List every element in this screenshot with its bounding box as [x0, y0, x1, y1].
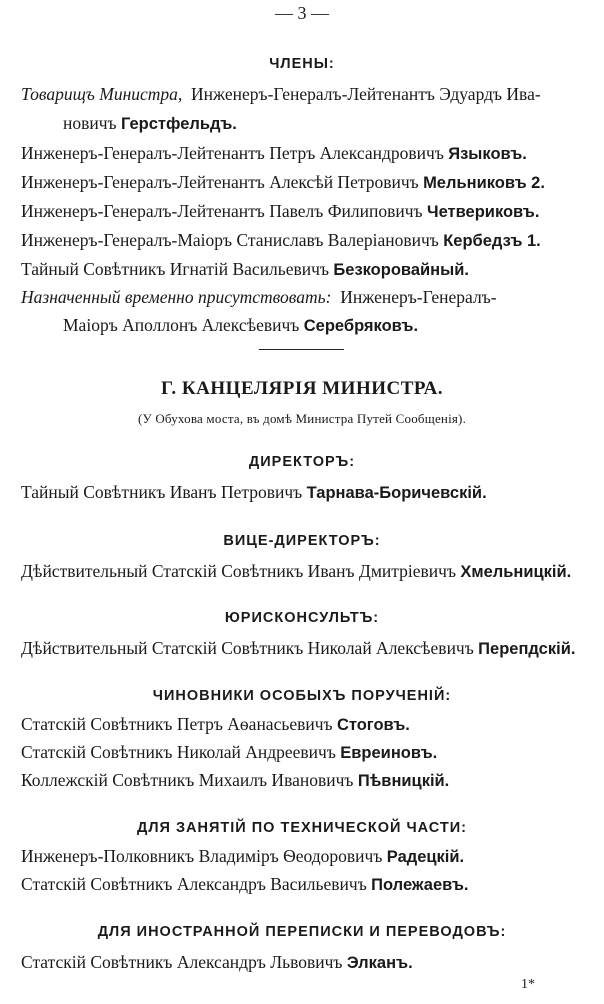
official-text: Статскій Совѣтникъ Николай Андреевичъ	[21, 742, 336, 762]
official-surname: Пѣвницкій.	[357, 772, 450, 790]
members-heading: ЧЛЕНЫ:	[269, 56, 335, 72]
technical-heading: ДЛЯ ЗАНЯТІЙ ПО ТЕХНИЧЕСКОЙ ЧАСТИ:	[137, 820, 467, 836]
jurisconsult-heading: ЮРИСКОНСУЛЬТЪ:	[224, 610, 380, 626]
director-line	[21, 481, 487, 504]
technical-surname: Радецкій.	[386, 848, 465, 866]
official-text: Коллежскій Совѣтникъ Михаилъ Ивановичъ	[21, 770, 354, 790]
page-number: — 3 —	[275, 3, 329, 23]
member-surname: Языковъ.	[448, 145, 527, 163]
jurisconsult-text: Дѣйствительный Статскій Совѣтникъ Николай Алексѣевичъ	[21, 638, 474, 658]
jurisconsult-line	[21, 637, 575, 660]
technical-line	[21, 845, 464, 868]
member-surname: Кербедзъ 1.	[443, 232, 541, 250]
technical-line	[21, 873, 469, 896]
foreign-heading: ДЛЯ ИНОСТРАННОЙ ПЕРЕПИСКИ И ПЕРЕВОДОВЪ:	[97, 924, 507, 940]
member-text: Инженеръ-Генералъ-Лейтенантъ Петръ Александровичъ	[21, 143, 444, 163]
director-text: Тайный Совѣтникъ Иванъ Петровичъ	[21, 482, 303, 502]
official-line	[21, 713, 410, 736]
deputy-minister-cont	[63, 112, 237, 135]
member-line	[21, 171, 545, 194]
member-line	[21, 229, 541, 252]
vice-director-heading: ВИЦЕ-ДИРЕКТОРЪ:	[223, 533, 381, 549]
temporary-rest: Инженеръ-Генералъ-	[340, 287, 497, 307]
official-text: Статскій Совѣтникъ Петръ Аѳанасьевичъ	[21, 714, 333, 734]
temporary-cont: Маіоръ Аполлонъ Алексѣевичъ	[63, 315, 300, 335]
director-surname: Тарнава-Боричевскій.	[306, 484, 487, 502]
member-text: Инженеръ-Генералъ-Лейтенантъ Павелъ Филиповичъ	[21, 201, 423, 221]
section-divider	[259, 349, 344, 350]
director-heading: ДИРЕКТОРЪ:	[248, 454, 356, 470]
member-line	[21, 142, 527, 165]
official-line	[21, 741, 437, 764]
deputy-rest: Инженеръ-Генералъ-Лейтенантъ Эдуардъ Ива-	[191, 84, 541, 104]
vice-director-surname: Хмельницкій.	[460, 563, 572, 581]
deputy-minister-line	[21, 83, 541, 105]
temporary-label: Назначенный временно присутствовать:	[21, 287, 332, 307]
section-title: Г. КАНЦЕЛЯРІЯ МИНИСТРА.	[160, 378, 444, 399]
vice-director-line	[21, 560, 571, 583]
deputy-surname: Герстфельдъ.	[120, 115, 237, 133]
member-surname: Безкоровайный.	[333, 261, 469, 279]
member-line	[21, 258, 469, 281]
member-surname: Мельниковъ 2.	[423, 174, 545, 192]
foreign-text: Статскій Совѣтникъ Александръ Львовичъ	[21, 952, 343, 972]
special-officials-heading: ЧИНОВНИКИ ОСОБЫХЪ ПОРУЧЕНІЙ:	[152, 688, 452, 704]
deputy-label: Товарищъ Министра,	[21, 84, 183, 104]
vice-director-text: Дѣйствительный Статскій Совѣтникъ Иванъ Дмитріевичъ	[21, 561, 457, 581]
official-line	[21, 769, 449, 792]
signature-mark: 1*	[521, 977, 535, 992]
member-text: Тайный Совѣтникъ Игнатій Васильевичъ	[21, 259, 330, 279]
technical-surname: Полежаевъ.	[371, 876, 469, 894]
deputy-cont: новичъ	[63, 113, 117, 133]
official-surname: Евреиновъ.	[340, 744, 438, 762]
foreign-surname: Элканъ.	[346, 954, 413, 972]
member-surname: Четвериковъ.	[426, 203, 540, 221]
member-text: Инженеръ-Генералъ-Лейтенантъ Алексѣй Петровичъ	[21, 172, 419, 192]
official-surname: Стоговъ.	[336, 716, 410, 734]
temporary-member-line	[21, 286, 497, 308]
foreign-line	[21, 951, 413, 974]
jurisconsult-surname: Перепдскій.	[478, 640, 576, 658]
technical-text: Инженеръ-Полковникъ Владиміръ Ѳеодоровичъ	[21, 846, 383, 866]
member-line	[21, 200, 539, 223]
member-text: Инженеръ-Генералъ-Маіоръ Станиславъ Валеріановичъ	[21, 230, 439, 250]
temporary-member-cont	[63, 314, 418, 337]
technical-text: Статскій Совѣтникъ Александръ Васильевичъ	[21, 874, 367, 894]
section-address: (У Обухова моста, въ домѣ Министра Путей Сообщенія).	[137, 411, 467, 426]
temporary-surname: Серебряковъ.	[303, 317, 419, 335]
